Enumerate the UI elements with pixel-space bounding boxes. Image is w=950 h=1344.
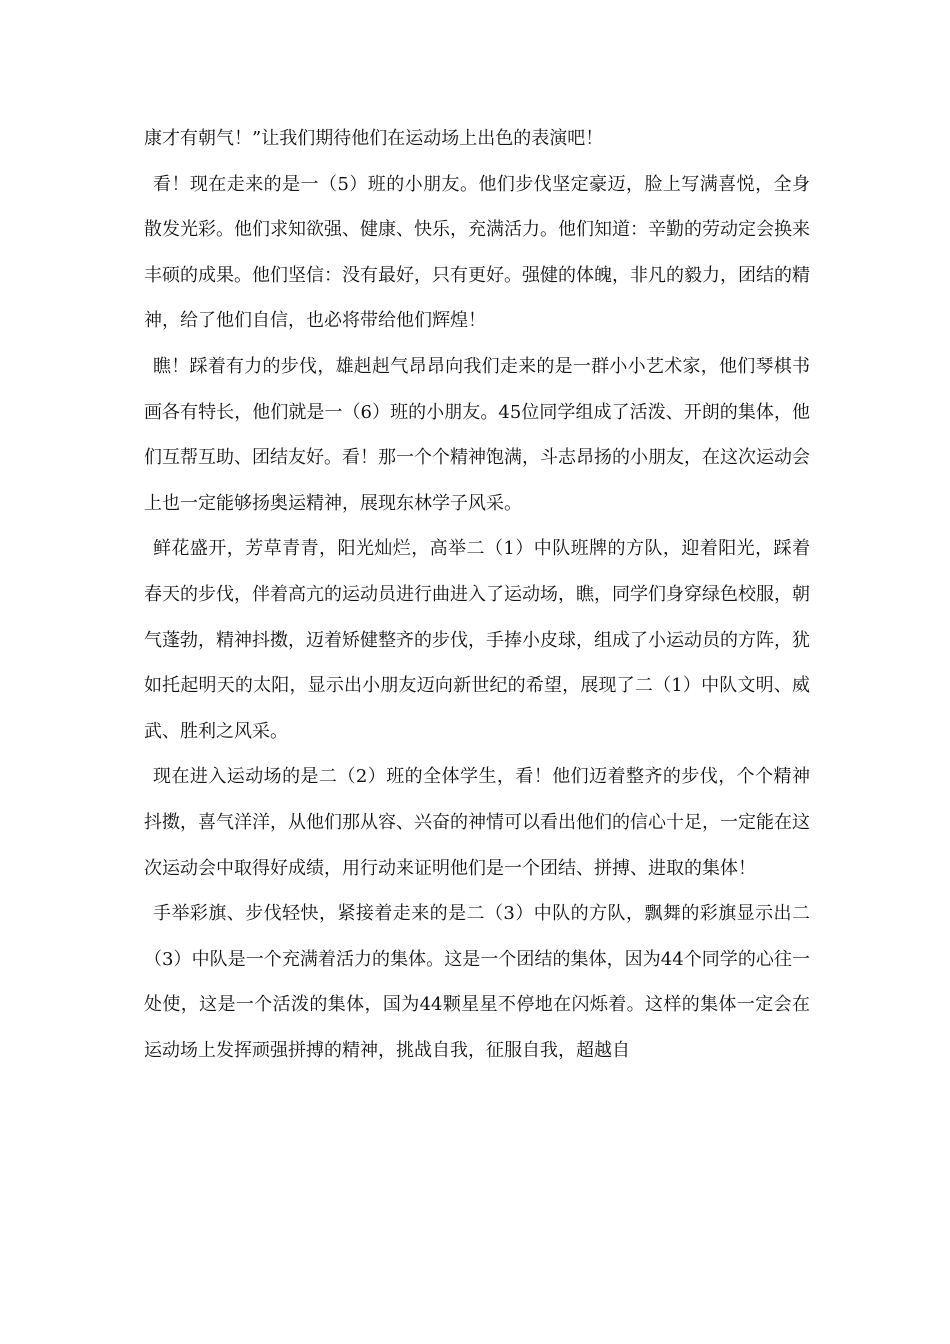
paragraph-5: 现在进入运动场的是二（2）班的全体学生，看！他们迈着整齐的步伐，个个精神抖擞，喜气洋洋，从他们那从容、兴奋的神情可以看出他们的信心十足，一定能在这次运动会中取得好成绩，用行动来证明他们是一个团结、拼搏、进取的集体！ — [144, 766, 810, 879]
paragraph-1: 康才有朝气！”让我们期待他们在运动场上出色的表演吧！ — [144, 128, 604, 149]
paragraph-4: 鲜花盛开，芳草青青，阳光灿烂，高举二（1）中队班牌的方队，迎着阳光，踩着春天的步伐，伴着高亢的运动员进行曲进入了运动场，瞧，同学们身穿绿色校服，朝气蓬勃，精神抖擞，迈着矫健整齐的步伐，手捧小皮球，组成了小运动员的方阵，犹如托起明天的太阳，显示出小朋友迈向新世纪的希望，展现了二（1）中队文明、威武、胜利之风采。 — [144, 538, 810, 742]
document-body — [144, 116, 810, 1073]
paragraph-2: 看！现在走来的是一（5）班的小朋友。他们步伐坚定豪迈，脸上写满喜悦，全身散发光彩。他们求知欲强、健康、快乐，充满活力。他们知道：辛勤的劳动定会换来丰硕的成果。他们坚信：没有最好，只有更好。强健的体魄，非凡的毅力，团结的精神，给了他们自信，也必将带给他们辉煌！ — [144, 173, 810, 332]
paragraph-6: 手举彩旗、步伐轻快，紧接着走来的是二（3）中队的方队，飘舞的彩旗显示出二（3）中队是一个充满着活力的集体。这是一个团结的集体，因为44个同学的心往一处使，这是一个活泼的集体，国为44颗星星不停地在闪烁着。这样的集体一定会在运动场上发挥顽强拼搏的精神，挑战自我，征服自我，超越自 — [144, 903, 810, 1061]
paragraph-3: 瞧！踩着有力的步伐，雄赳赳气昂昂向我们走来的是一群小小艺术家，他们琴棋书画各有特长，他们就是一（6）班的小朋友。45位同学组成了活泼、开朗的集体，他们互帮互助、团结友好。看！那一个个精神饱满，斗志昂扬的小朋友，在这次运动会上也一定能够扬奥运精神，展现东林学子风采。 — [144, 355, 810, 514]
